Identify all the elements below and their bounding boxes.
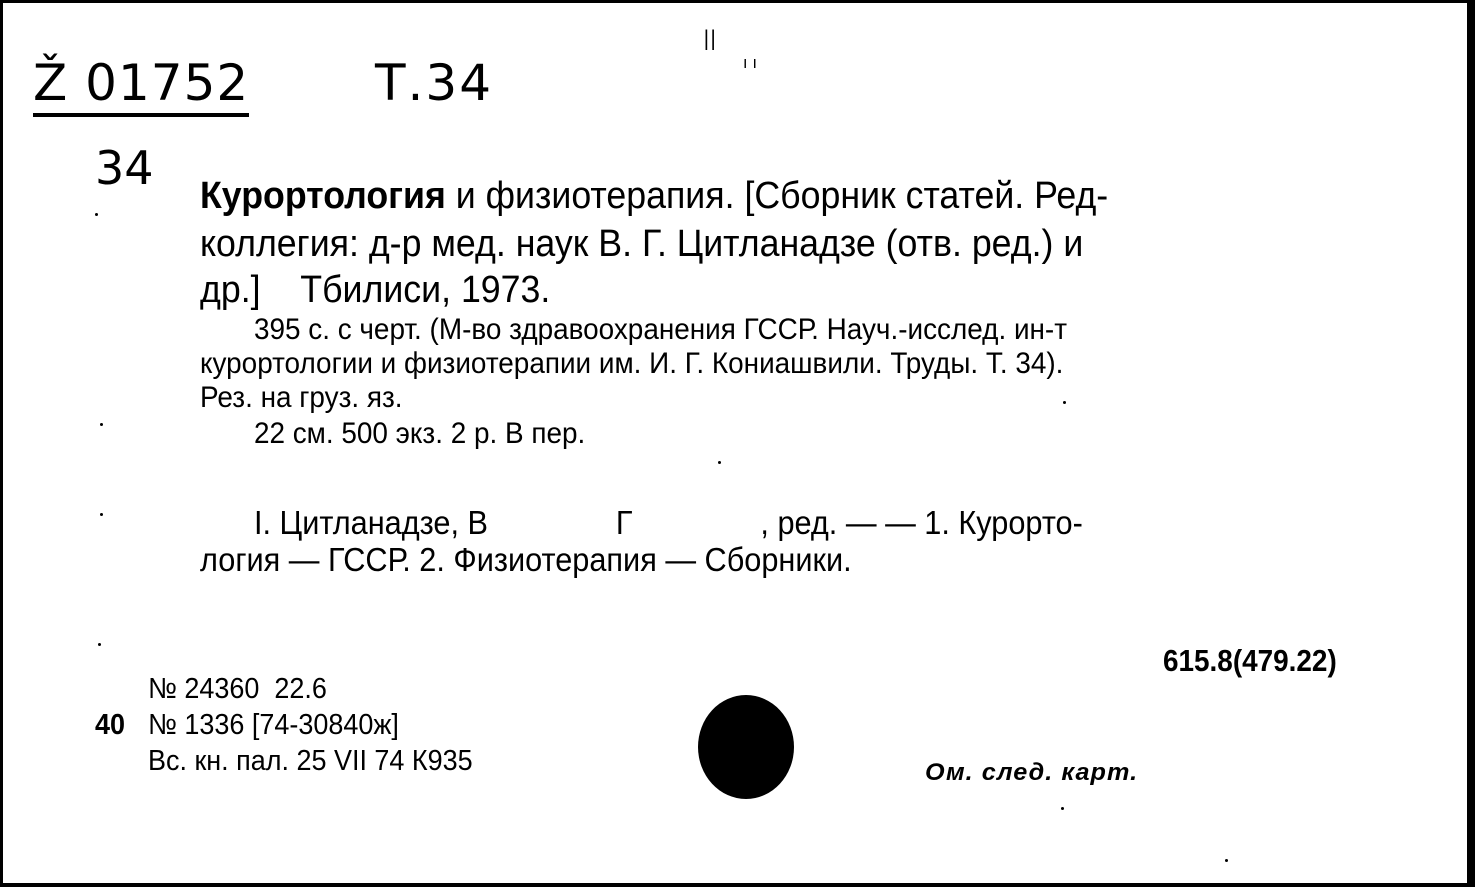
collation-line-1: 395 с. с черт. (М-во здравоохранения ГССР. Науч.-исслед. ин-т [253, 313, 1068, 346]
speck [718, 461, 721, 464]
speck [98, 643, 101, 646]
collation-line-4: 22 см. 500 экз. 2 р. В пер. [253, 417, 586, 450]
accession-line-1: № 24360 22.6 [148, 673, 327, 705]
collation-line-3: Рез. на груз. яз. [200, 381, 403, 414]
speck [1063, 401, 1066, 404]
speck [1061, 807, 1064, 810]
accession-prefix: 40 [95, 709, 126, 741]
volume-mark: Т.34 [375, 54, 494, 112]
speck [100, 423, 103, 426]
call-number: Ž 01752 [33, 55, 249, 117]
accession-line-2: № 1336 [74-30840ж] [148, 709, 399, 741]
title-bold: Курортология [200, 175, 446, 217]
collation-line-2: курортологии и физиотерапии им. И. Г. Кониашвили. Труды. Т. 34). [200, 347, 1064, 380]
udc-classification: 615.8(479.22) [1163, 643, 1337, 678]
title-line-1 [200, 173, 1108, 219]
speck [100, 513, 103, 516]
catalog-card [3, 3, 1467, 883]
tick-marks: || [703, 26, 717, 50]
speck [1225, 859, 1228, 862]
tick-marks-secondary: ı ı [743, 53, 757, 72]
title-line-3: др.] Тбилиси, 1973. [200, 269, 551, 311]
punch-hole [698, 695, 794, 799]
title-line-2: коллегия: д-р мед. наук В. Г. Цитланадзе (отв. ред.) и [200, 223, 1084, 265]
accession-line-3: Вс. кн. пал. 25 VII 74 К935 [148, 745, 473, 777]
shelf-mark: 34 [95, 141, 154, 195]
footer-stamp-text: Ом. след. карт. [925, 759, 1139, 786]
tracing-line-2: логия — ГССР. 2. Физиотерапия — Сборники. [200, 541, 852, 578]
speck [95, 213, 98, 216]
tracing-line-1: I. Цитланадзе, В Г , ред. — — 1. Курорто- [253, 504, 1083, 541]
title-rest: и физиотерапия. [Сборник статей. Ред- [445, 175, 1109, 217]
